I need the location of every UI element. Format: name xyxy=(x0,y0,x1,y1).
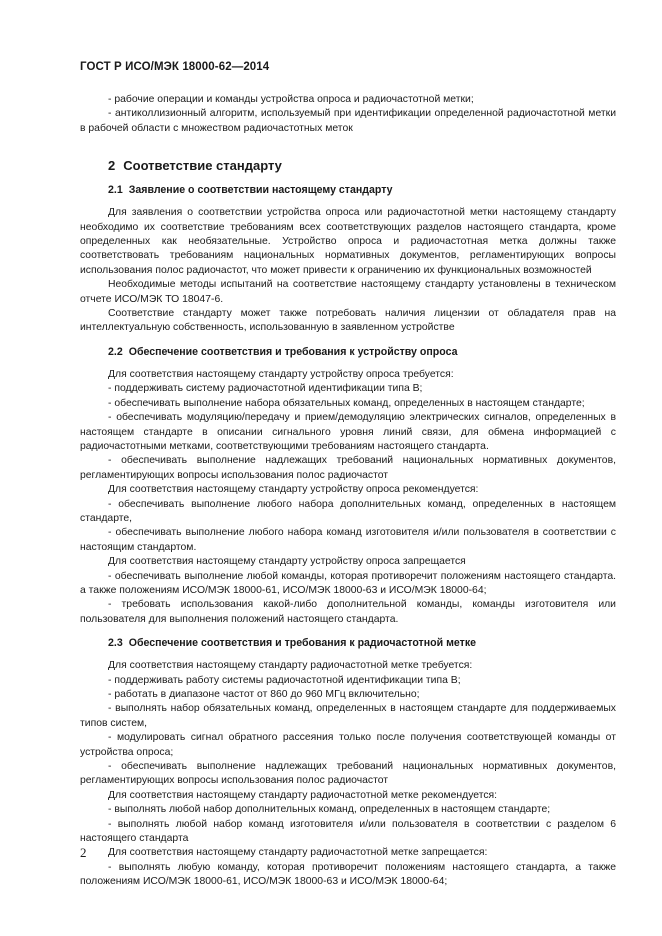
subsection-title: Обеспечение соответствия и требования к радиочастотной метке xyxy=(128,637,477,650)
list-item: - поддерживать работу системы радиочастотной идентификации типа В; xyxy=(108,674,461,686)
subsection-number: 2.1 xyxy=(108,184,123,197)
subsection-heading-2-1 xyxy=(80,183,616,197)
subsection-heading-2-2 xyxy=(80,345,616,359)
list-item: - работать в диапазоне частот от 860 до 960 МГц включительно; xyxy=(108,689,420,700)
list-item: - обеспечивать выполнение набора обязательных команд, определенных в настоящем стандарте; xyxy=(108,397,585,409)
list-item: - требовать использования какой-либо дополнительной команды, команды изготовителя или пользователя для выполнения положений настоящего стандарта. xyxy=(80,599,616,625)
subsection-number: 2.2 xyxy=(108,345,123,358)
list-item: - обеспечивать выполнение надлежащих требований национальных нормативных документов, регламентирующих вопросы использования полос радиочастот xyxy=(80,761,616,787)
paragraph: Для соответствия настоящему стандарту радиочастотной метке запрещается: xyxy=(108,847,488,859)
page-number: 2 xyxy=(80,845,87,860)
subsection-title: Обеспечение соответствия и требования к устройству опроса xyxy=(128,345,458,358)
paragraph: Для соответствия настоящему стандарту радиочастотной метке требуется: xyxy=(108,660,473,672)
paragraph: Для соответствия настоящему стандарту устройству опроса требуется: xyxy=(108,368,454,380)
section-title: Соответствие стандарту xyxy=(123,158,282,174)
intro-item: - рабочие операции и команды устройства опроса и радиочастотной метки; xyxy=(108,94,474,105)
list-item: - обеспечивать выполнение любого набора дополнительных команд, определенных в настоящем стандарте, xyxy=(80,498,616,524)
paragraph: Для соответствия настоящему стандарту устройству опроса рекомендуется: xyxy=(108,484,479,496)
paragraph: Для заявления о соответствии устройства опроса или радиочастотной метки настоящему стандарту необходимо их соответствие требованиям всех соответствующих разделов настоящего стандарта, кроме определенных как необязательные. Устройство опроса и радиочастотная метка должны также соответствовать требованиям национальных нормативных документов, регламентирующих вопросы использования полос радиочастот, что может привести к ограничению их функциональных возможностей xyxy=(80,207,616,276)
list-item: - поддерживать систему радиочастотной идентификации типа В; xyxy=(108,383,423,395)
list-item: - выполнять набор обязательных команд, определенных в настоящем стандарте для поддерживаемых типов систем, xyxy=(80,703,616,729)
list-item: - модулировать сигнал обратного рассеяния только после получения соответствующей команды от устройства опроса; xyxy=(80,732,616,758)
list-item: - выполнять любой набор команд изготовителя и/или пользователя в соответствии с разделом 6 настоящего стандарта xyxy=(80,818,616,845)
document-body xyxy=(80,93,616,890)
section-heading xyxy=(80,158,616,174)
subsection-title: Заявление о соответствии настоящему стандарту xyxy=(128,184,393,197)
list-item: - обеспечивать модуляцию/передачу и прием/демодуляцию электрических сигналов, определенных в настоящем стандарте в описании сигнального уровня линий связи, для обмена информацией с радиочастотными метками, соответствующими требованиям настоящего стандарта. xyxy=(80,412,616,452)
list-item: - обеспечивать выполнение надлежащих требований национальных нормативных документов, регламентирующих вопросы использования полос радиочастот xyxy=(80,455,616,481)
document-header: ГОСТ Р ИСО/МЭК 18000-62—2014 xyxy=(80,61,270,73)
list-item: - обеспечивать выполнение любого набора команд изготовителя и/или пользователя в соответствии с настоящим стандартом. xyxy=(80,527,616,553)
list-item: - выполнять любую команду, которая противоречит положениям настоящего стандарта, а также положениям ИСО/МЭК 18000-61, ИСО/МЭК 18000-63 и ИСО/МЭК 18000-64; xyxy=(80,861,616,888)
list-item: - выполнять любой набор дополнительных команд, определенных в настоящем стандарте; xyxy=(108,804,551,816)
paragraph: Для соответствия настоящему стандарту устройству опроса запрещается xyxy=(108,556,466,568)
paragraph: Соответствие стандарту может также потребовать наличия лицензии от обладателя прав на интеллектуальную собственность, использованную в заявленном устройстве xyxy=(80,308,616,334)
list-item: - обеспечивать выполнение любой команды, которая противоречит положениям настоящего стандарта. а также положениям ИСО/МЭК 18000-61, ИСО/МЭК 18000-63 и ИСО/МЭК 18000-64; xyxy=(80,570,616,596)
section-number: 2 xyxy=(108,158,116,174)
intro-item: - антиколлизионный алгоритм, используемый при идентификации определенной радиочастотной метки в рабочей области с множеством радиочастотных меток xyxy=(80,108,616,134)
paragraph: Необходимые методы испытаний на соответствие настоящему стандарту установлены в техническом отчете ИСО/МЭК ТО 18047-6. xyxy=(80,279,616,305)
subsection-heading-2-3 xyxy=(80,636,616,650)
subsection-number: 2.3 xyxy=(108,637,123,650)
paragraph: Для соответствия настоящему стандарту радиочастотной метке рекомендуется: xyxy=(108,789,498,801)
